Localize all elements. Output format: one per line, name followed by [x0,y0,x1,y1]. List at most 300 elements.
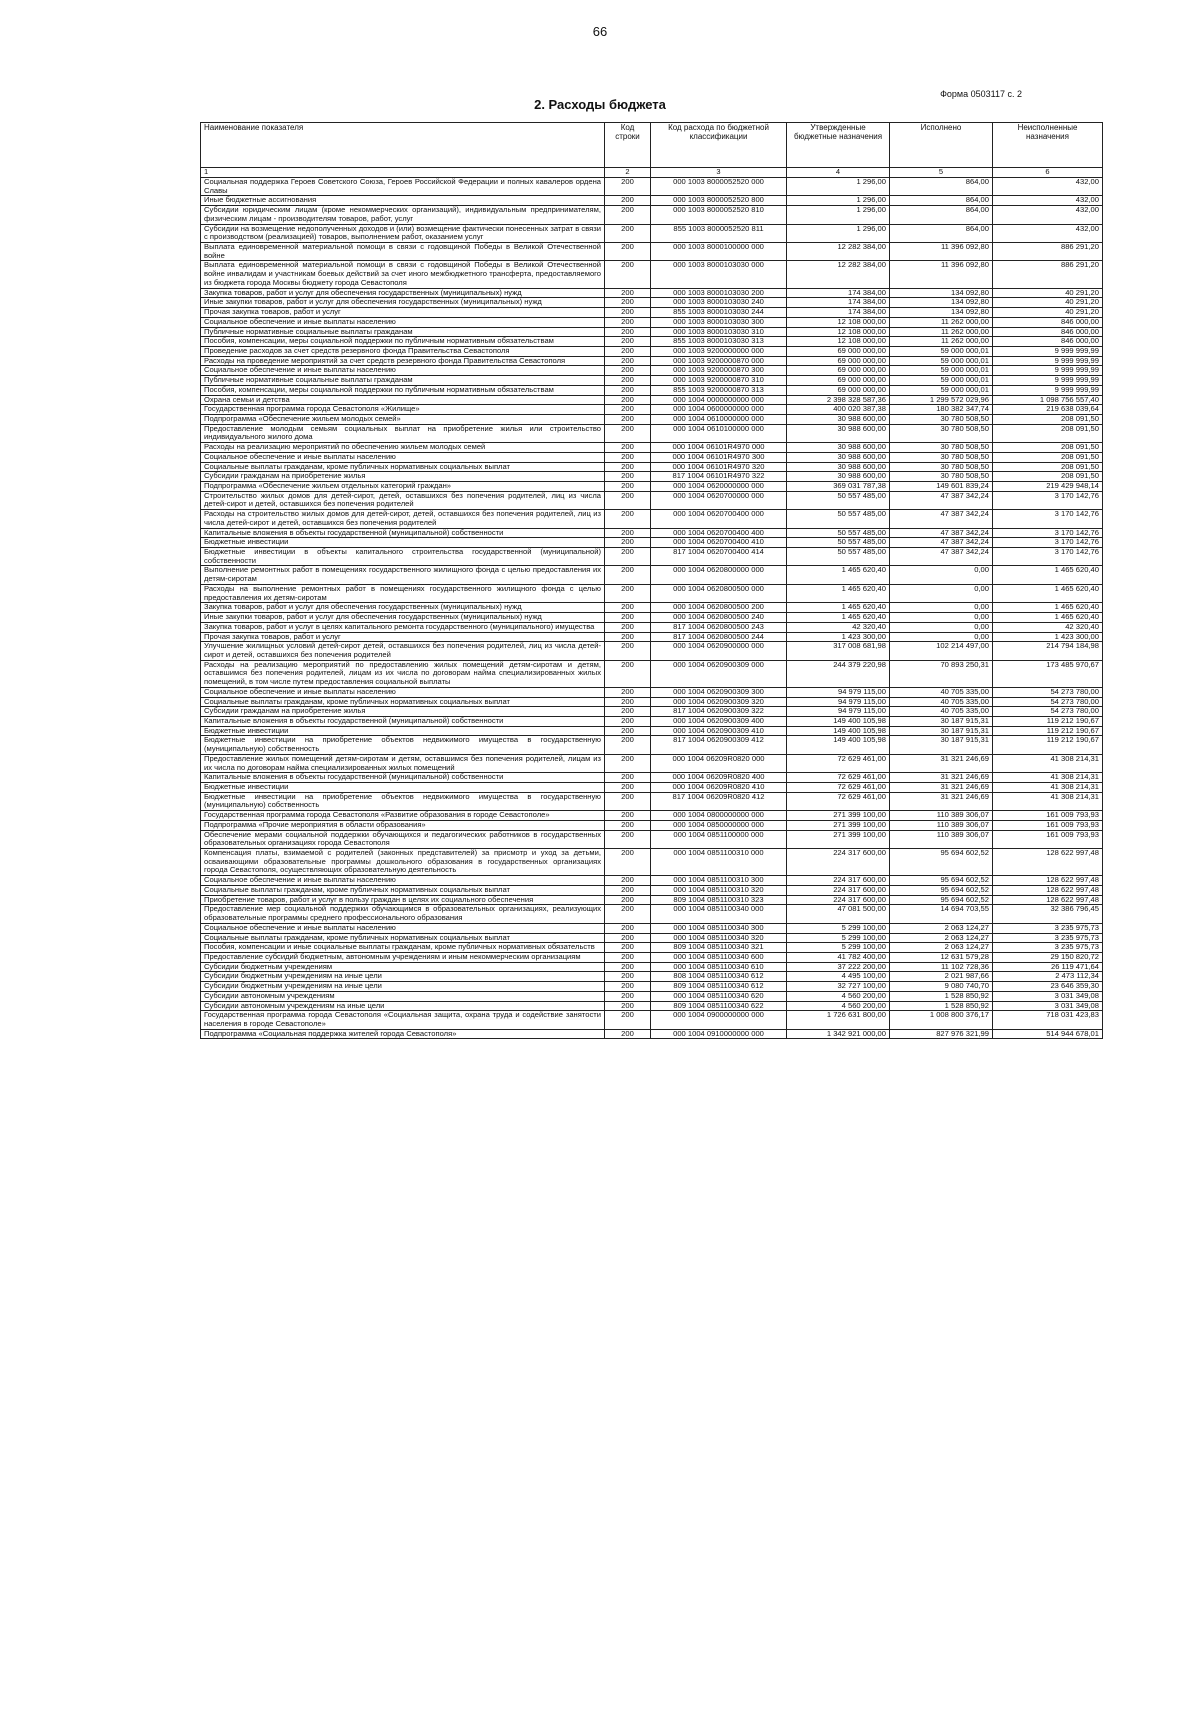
row-budget-code: 855 1003 8000103030 313 [651,337,787,347]
row-approved: 174 384,00 [787,298,890,308]
row-name: Субсидии автономным учреждениям на иные цели [201,1001,605,1011]
table-row [201,206,1103,224]
row-executed: 11 262 000,00 [890,317,993,327]
row-line-code: 200 [605,298,651,308]
row-unexecuted: 432,00 [993,206,1103,224]
row-approved: 69 000 000,00 [787,376,890,386]
row-unexecuted: 128 622 997,48 [993,876,1103,886]
row-executed: 0,00 [890,603,993,613]
row-approved: 5 299 100,00 [787,933,890,943]
row-unexecuted: 432,00 [993,178,1103,196]
row-executed: 9 080 740,70 [890,982,993,992]
row-name: Бюджетные инвестиции на приобретение объектов недвижимого имущества в государственную (муниципальную) собственность [201,736,605,754]
row-approved: 30 988 600,00 [787,443,890,453]
row-executed: 47 387 342,24 [890,528,993,538]
row-budget-code: 000 1004 0620900309 400 [651,716,787,726]
row-budget-code: 000 1003 8000100000 000 [651,243,787,261]
row-approved: 42 320,40 [787,622,890,632]
row-unexecuted: 119 212 190,67 [993,716,1103,726]
row-executed: 70 893 250,31 [890,660,993,687]
row-approved: 1 726 631 800,00 [787,1011,890,1029]
row-approved: 30 988 600,00 [787,472,890,482]
row-budget-code: 000 1004 06209R0820 000 [651,754,787,772]
row-name: Предоставление субсидий бюджетным, автономным учреждениям и иным некоммерческим организациям [201,952,605,962]
table-row [201,687,1103,697]
row-budget-code: 000 1004 06209R0820 400 [651,773,787,783]
row-approved: 149 400 105,98 [787,726,890,736]
row-executed: 11 262 000,00 [890,327,993,337]
row-line-code: 200 [605,1029,651,1039]
row-approved: 224 317 600,00 [787,895,890,905]
row-name: Социальные выплаты гражданам, кроме публичных нормативных социальных выплат [201,462,605,472]
row-approved: 50 557 485,00 [787,510,890,528]
row-budget-code: 817 1004 06209R0820 412 [651,792,787,810]
table-row [201,736,1103,754]
row-executed: 2 021 987,66 [890,972,993,982]
document-title: 2. Расходы бюджета [534,97,666,112]
row-unexecuted: 3 170 142,76 [993,491,1103,509]
row-approved: 72 629 461,00 [787,773,890,783]
table-row [201,385,1103,395]
row-unexecuted: 886 291,20 [993,261,1103,288]
row-name: Бюджетные инвестиции на приобретение объектов недвижимого имущества в государственную (муниципальную) собственность [201,792,605,810]
row-budget-code: 855 1003 8000052520 811 [651,224,787,242]
row-approved: 271 399 100,00 [787,811,890,821]
row-budget-code: 817 1004 0620800500 244 [651,632,787,642]
table-row [201,613,1103,623]
row-approved: 30 988 600,00 [787,424,890,442]
row-executed: 827 976 321,99 [890,1029,993,1039]
row-name: Субсидии бюджетным учреждениям на иные цели [201,972,605,982]
table-row [201,472,1103,482]
page-number: 66 [592,24,608,39]
row-approved: 1 465 620,40 [787,603,890,613]
row-line-code: 200 [605,642,651,660]
row-unexecuted: 1 465 620,40 [993,566,1103,584]
row-unexecuted: 40 291,20 [993,288,1103,298]
row-budget-code: 000 1004 0800000000 000 [651,811,787,821]
row-approved: 69 000 000,00 [787,346,890,356]
row-approved: 1 342 921 000,00 [787,1029,890,1039]
row-name: Пособия, компенсации, меры социальной поддержки по публичным нормативным обязательствам [201,385,605,395]
row-name: Социальное обеспечение и иные выплаты населению [201,452,605,462]
row-name: Капитальные вложения в объекты государственной (муниципальной) собственности [201,773,605,783]
row-executed: 864,00 [890,224,993,242]
row-budget-code: 000 1004 0900000000 000 [651,1011,787,1029]
row-approved: 149 400 105,98 [787,736,890,754]
row-unexecuted: 846 000,00 [993,317,1103,327]
row-budget-code: 000 1003 8000052520 810 [651,206,787,224]
row-line-code: 200 [605,962,651,972]
row-executed: 11 262 000,00 [890,337,993,347]
row-executed: 0,00 [890,584,993,602]
row-approved: 5 299 100,00 [787,923,890,933]
row-unexecuted: 219 429 948,14 [993,482,1103,492]
row-budget-code: 000 1004 0610000000 000 [651,414,787,424]
row-line-code: 200 [605,687,651,697]
row-budget-code: 000 1003 9200000870 310 [651,376,787,386]
row-unexecuted: 9 999 999,99 [993,376,1103,386]
row-budget-code: 000 1004 06209R0820 410 [651,783,787,793]
expenses-table [200,122,1103,1039]
row-approved: 94 979 115,00 [787,687,890,697]
row-line-code: 200 [605,414,651,424]
table-row [201,923,1103,933]
row-budget-code: 817 1004 0620900309 322 [651,707,787,717]
row-approved: 72 629 461,00 [787,792,890,810]
row-line-code: 200 [605,707,651,717]
row-name: Расходы на реализацию мероприятий по предоставлению жилых помещений детям-сиротам и детям, оставшимся без попечения родителей, лицам из их числа по договорам найма специализированных жилых помещений, в том числе путем предоставления социальной выплаты [201,660,605,687]
row-name: Закупка товаров, работ и услуг для обеспечения государственных (муниципальных) нужд [201,603,605,613]
row-name: Субсидии автономным учреждениям [201,991,605,1001]
row-budget-code: 000 1004 0620700400 400 [651,528,787,538]
row-approved: 72 629 461,00 [787,783,890,793]
row-budget-code: 000 1004 0620800500 240 [651,613,787,623]
row-executed: 95 694 602,52 [890,876,993,886]
row-name: Предоставление мер социальной поддержки обучающимся в образовательных организациях, реализующих образовательные программы среднего профессионального образования [201,905,605,923]
row-line-code: 200 [605,972,651,982]
row-line-code: 200 [605,443,651,453]
column-numbers-row [201,168,1103,178]
table-row [201,1001,1103,1011]
row-name: Прочая закупка товаров, работ и услуг [201,632,605,642]
row-name: Субсидии юридическим лицам (кроме некоммерческих организаций), индивидуальным предпринимателям, физическим лицам - производителям товаров, работ, услуг [201,206,605,224]
table-row [201,952,1103,962]
row-line-code: 200 [605,885,651,895]
row-name: Субсидии бюджетным учреждениям на иные цели [201,982,605,992]
row-name: Субсидии гражданам на приобретение жилья [201,472,605,482]
row-name: Социальные выплаты гражданам, кроме публичных нормативных социальных выплат [201,697,605,707]
row-name: Капитальные вложения в объекты государственной (муниципальной) собственности [201,528,605,538]
table-row [201,298,1103,308]
table-row [201,261,1103,288]
row-name: Социальное обеспечение и иные выплаты населению [201,876,605,886]
row-budget-code: 000 1004 0851100340 620 [651,991,787,1001]
row-executed: 59 000 000,01 [890,346,993,356]
row-budget-code: 000 1004 0851100340 300 [651,923,787,933]
table-row [201,707,1103,717]
row-name: Бюджетные инвестиции [201,783,605,793]
table-row [201,462,1103,472]
row-approved: 30 988 600,00 [787,414,890,424]
table-row [201,327,1103,337]
table-row [201,308,1103,318]
row-budget-code: 000 1004 06101R4970 320 [651,462,787,472]
row-approved: 244 379 220,98 [787,660,890,687]
row-unexecuted: 1 465 620,40 [993,603,1103,613]
row-approved: 224 317 600,00 [787,885,890,895]
row-line-code: 200 [605,356,651,366]
row-budget-code: 000 1003 8000052520 000 [651,178,787,196]
table-row [201,376,1103,386]
row-executed: 180 382 347,74 [890,405,993,415]
row-name: Социальное обеспечение и иные выплаты населению [201,366,605,376]
row-approved: 30 988 600,00 [787,462,890,472]
row-name: Подпрограмма «Прочие мероприятия в области образования» [201,820,605,830]
row-executed: 47 387 342,24 [890,510,993,528]
row-name: Социальное обеспечение и иные выплаты населению [201,317,605,327]
row-executed: 0,00 [890,632,993,642]
row-executed: 31 321 246,69 [890,792,993,810]
row-approved: 4 560 200,00 [787,1001,890,1011]
row-approved: 1 465 620,40 [787,566,890,584]
row-unexecuted: 514 944 678,01 [993,1029,1103,1039]
row-executed: 149 601 839,24 [890,482,993,492]
header-line-code: Код строки [605,123,651,168]
row-line-code: 200 [605,933,651,943]
row-line-code: 200 [605,697,651,707]
row-line-code: 200 [605,385,651,395]
row-approved: 1 296,00 [787,206,890,224]
row-name: Прочая закупка товаров, работ и услуг [201,308,605,318]
row-executed: 134 092,80 [890,288,993,298]
row-approved: 47 081 500,00 [787,905,890,923]
row-name: Выполнение ремонтных работ в помещениях государственного жилищного фонда с целью предоставления их детям-сиротам [201,566,605,584]
row-line-code: 200 [605,811,651,821]
table-row [201,622,1103,632]
row-budget-code: 000 1004 0620900309 320 [651,697,787,707]
table-row [201,346,1103,356]
column-number: 6 [993,168,1103,178]
row-executed: 31 321 246,69 [890,773,993,783]
row-name: Социальные выплаты гражданам, кроме публичных нормативных социальных выплат [201,885,605,895]
row-budget-code: 000 1004 0910000000 000 [651,1029,787,1039]
row-executed: 134 092,80 [890,308,993,318]
row-name: Предоставление молодым семьям социальных выплат на приобретение жилья или строительство индивидуального жилого дома [201,424,605,442]
row-name: Расходы на выполнение ремонтных работ в помещениях государственного жилищного фонда с целью предоставления их детям-сиротам [201,584,605,602]
row-approved: 41 782 400,00 [787,952,890,962]
row-budget-code: 000 1004 0851100340 600 [651,952,787,962]
row-name: Пособия, компенсации и иные социальные выплаты гражданам, кроме публичных нормативных обязательств [201,943,605,953]
row-approved: 50 557 485,00 [787,548,890,566]
row-line-code: 200 [605,783,651,793]
row-approved: 369 031 787,38 [787,482,890,492]
table-row [201,395,1103,405]
row-line-code: 200 [605,395,651,405]
row-unexecuted: 208 091,50 [993,462,1103,472]
row-name: Обеспечение мерами социальной поддержки обучающихся и педагогических работников в государственных образовательных организациях города Севастополя [201,830,605,848]
row-unexecuted: 9 999 999,99 [993,356,1103,366]
row-executed: 59 000 000,01 [890,356,993,366]
row-budget-code: 000 1003 9200000870 000 [651,356,787,366]
row-executed: 47 387 342,24 [890,491,993,509]
row-approved: 94 979 115,00 [787,707,890,717]
row-approved: 271 399 100,00 [787,820,890,830]
row-approved: 32 727 100,00 [787,982,890,992]
row-approved: 149 400 105,98 [787,716,890,726]
table-row [201,452,1103,462]
row-budget-code: 000 1004 0610100000 000 [651,424,787,442]
row-unexecuted: 3 170 142,76 [993,510,1103,528]
row-executed: 0,00 [890,613,993,623]
table-row [201,972,1103,982]
row-line-code: 200 [605,288,651,298]
row-executed: 2 063 124,27 [890,923,993,933]
row-unexecuted: 208 091,50 [993,472,1103,482]
row-unexecuted: 119 212 190,67 [993,736,1103,754]
row-approved: 12 108 000,00 [787,317,890,327]
row-unexecuted: 9 999 999,99 [993,385,1103,395]
row-executed: 95 694 602,52 [890,885,993,895]
row-executed: 30 187 915,31 [890,726,993,736]
row-budget-code: 000 1004 0851100340 320 [651,933,787,943]
row-budget-code: 000 1003 9200000870 300 [651,366,787,376]
row-executed: 95 694 602,52 [890,849,993,876]
row-budget-code: 000 1004 0851100000 000 [651,830,787,848]
table-row [201,754,1103,772]
row-line-code: 200 [605,1001,651,1011]
row-approved: 50 557 485,00 [787,528,890,538]
row-line-code: 200 [605,613,651,623]
row-budget-code: 000 1003 8000052520 800 [651,196,787,206]
row-budget-code: 000 1003 8000103030 300 [651,317,787,327]
row-unexecuted: 40 291,20 [993,308,1103,318]
row-budget-code: 000 1004 0000000000 000 [651,395,787,405]
row-name: Улучшение жилищных условий детей-сирот детей, оставшихся без попечения родителей, лиц из числа детей-сирот и детей, оставшихся без попечения родителей [201,642,605,660]
table-row [201,849,1103,876]
row-line-code: 200 [605,424,651,442]
row-name: Закупка товаров, работ и услуг для обеспечения государственных (муниципальных) нужд [201,288,605,298]
table-row [201,632,1103,642]
row-approved: 1 296,00 [787,196,890,206]
table-row [201,538,1103,548]
row-unexecuted: 119 212 190,67 [993,726,1103,736]
row-budget-code: 000 1004 0620900309 300 [651,687,787,697]
table-row [201,962,1103,972]
row-line-code: 200 [605,206,651,224]
row-budget-code: 000 1004 0620700400 410 [651,538,787,548]
row-approved: 317 008 681,98 [787,642,890,660]
table-row [201,405,1103,415]
row-executed: 59 000 000,01 [890,385,993,395]
row-name: Социальное обеспечение и иные выплаты населению [201,687,605,697]
row-line-code: 200 [605,849,651,876]
table-row [201,773,1103,783]
header-approved: Утвержденные бюджетные назначения [787,123,890,168]
row-executed: 30 780 508,50 [890,443,993,453]
table-row [201,243,1103,261]
row-executed: 102 214 497,00 [890,642,993,660]
row-budget-code: 000 1004 0620800500 000 [651,584,787,602]
row-approved: 12 282 384,00 [787,243,890,261]
column-number: 5 [890,168,993,178]
row-name: Бюджетные инвестиции [201,538,605,548]
row-executed: 864,00 [890,178,993,196]
row-approved: 1 296,00 [787,178,890,196]
header-executed: Исполнено [890,123,993,168]
row-executed: 864,00 [890,196,993,206]
row-unexecuted: 3 031 349,08 [993,991,1103,1001]
header-name: Наименование показателя [201,123,605,168]
row-unexecuted: 161 009 793,93 [993,830,1103,848]
table-header-row [201,123,1103,168]
row-unexecuted: 161 009 793,93 [993,811,1103,821]
row-budget-code: 808 1004 0851100340 612 [651,972,787,982]
row-line-code: 200 [605,261,651,288]
table-row [201,414,1103,424]
row-line-code: 200 [605,923,651,933]
table-row [201,603,1103,613]
table-row [201,196,1103,206]
table-row [201,792,1103,810]
row-unexecuted: 846 000,00 [993,337,1103,347]
row-budget-code: 000 1004 0850000000 000 [651,820,787,830]
row-name: Социальные выплаты гражданам, кроме публичных нормативных социальных выплат [201,933,605,943]
row-line-code: 200 [605,366,651,376]
row-executed: 1 008 800 376,17 [890,1011,993,1029]
row-name: Расходы на проведение мероприятий за счет средств резервного фонда Правительства Севастополя [201,356,605,366]
header-unexecuted: Неисполненные назначения [993,123,1103,168]
row-unexecuted: 9 999 999,99 [993,346,1103,356]
row-line-code: 200 [605,462,651,472]
row-executed: 11 396 092,80 [890,243,993,261]
row-executed: 12 631 579,28 [890,952,993,962]
row-line-code: 200 [605,830,651,848]
row-unexecuted: 208 091,50 [993,443,1103,453]
row-line-code: 200 [605,726,651,736]
row-executed: 2 063 124,27 [890,933,993,943]
table-row [201,584,1103,602]
row-line-code: 200 [605,308,651,318]
row-line-code: 200 [605,716,651,726]
row-budget-code: 000 1004 0600000000 000 [651,405,787,415]
row-budget-code: 809 1004 0851100340 622 [651,1001,787,1011]
row-budget-code: 000 1004 0620000000 000 [651,482,787,492]
row-line-code: 200 [605,943,651,953]
table-row [201,830,1103,848]
row-unexecuted: 54 273 780,00 [993,707,1103,717]
table-row [201,337,1103,347]
row-line-code: 200 [605,337,651,347]
row-line-code: 200 [605,622,651,632]
table-row [201,178,1103,196]
row-executed: 110 389 306,07 [890,830,993,848]
row-unexecuted: 1 465 620,40 [993,584,1103,602]
row-line-code: 200 [605,566,651,584]
row-approved: 72 629 461,00 [787,754,890,772]
row-unexecuted: 2 473 112,34 [993,972,1103,982]
row-unexecuted: 29 150 820,72 [993,952,1103,962]
row-unexecuted: 3 031 349,08 [993,1001,1103,1011]
row-name: Субсидии на возмещение недополученных доходов и (или) возмещение фактически понесенных затрат в связи с производством (реализацией) товаров, выполнением работ, оказанием услуг [201,224,605,242]
row-executed: 1 299 572 029,96 [890,395,993,405]
row-name: Расходы на строительство жилых домов для детей-сирот, детей, оставшихся без попечения родителей, лиц из числа детей-сирот и детей, оставшихся без попечения родителей [201,510,605,528]
row-name: Пособия, компенсации, меры социальной поддержки по публичным нормативным обязательствам [201,337,605,347]
row-line-code: 200 [605,895,651,905]
row-name: Субсидии бюджетным учреждениям [201,962,605,972]
row-line-code: 200 [605,820,651,830]
column-number: 2 [605,168,651,178]
row-budget-code: 000 1004 0620700400 000 [651,510,787,528]
row-executed: 11 102 728,36 [890,962,993,972]
column-number: 1 [201,168,605,178]
row-unexecuted: 1 098 756 557,40 [993,395,1103,405]
row-budget-code: 000 1004 0620900309 000 [651,660,787,687]
header-budget-code: Код расхода по бюджетной классификации [651,123,787,168]
row-executed: 110 389 306,07 [890,820,993,830]
row-unexecuted: 41 308 214,31 [993,754,1103,772]
table-row [201,443,1103,453]
row-unexecuted: 3 235 975,73 [993,933,1103,943]
row-unexecuted: 3 170 142,76 [993,538,1103,548]
table-row [201,943,1103,953]
row-approved: 1 423 300,00 [787,632,890,642]
column-number: 3 [651,168,787,178]
row-executed: 0,00 [890,622,993,632]
row-name: Строительство жилых домов для детей-сирот, детей, оставшихся без попечения родителей, лиц из числа детей-сирот и детей, оставшихся без попечения родителей [201,491,605,509]
row-line-code: 200 [605,178,651,196]
form-code: Форма 0503117 с. 2 [940,89,1022,99]
